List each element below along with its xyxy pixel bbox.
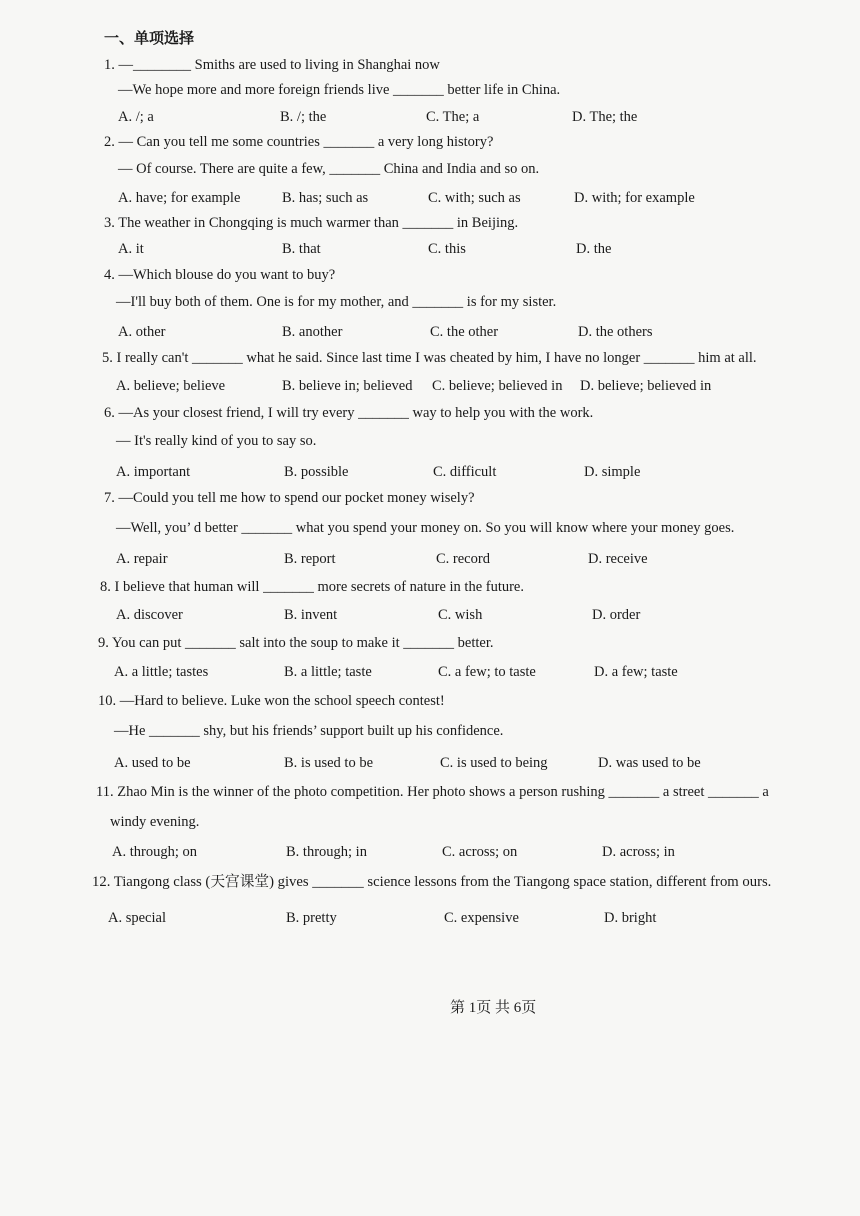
question-5-option-d: D. believe; believed in bbox=[580, 378, 712, 394]
question-9-option-c: C. a few; to taste bbox=[438, 664, 536, 680]
question-4-stem-line2: —I'll buy both of them. One is for my mother, and _______ is for my sister. bbox=[116, 294, 557, 310]
question-4-stem: 4. —Which blouse do you want to buy? bbox=[104, 267, 336, 283]
question-5-stem: 5. I really can't _______ what he said. Since last time I was cheated by him, I have no longer _______ him at all. bbox=[102, 350, 757, 366]
question-11-option-d: D. across; in bbox=[602, 844, 675, 860]
question-12-option-d: D. bright bbox=[604, 910, 657, 926]
question-3-option-a: A. it bbox=[118, 241, 144, 257]
question-8-stem: 8. I believe that human will _______ more secrets of nature in the future. bbox=[100, 579, 524, 595]
question-7-option-b: B. report bbox=[284, 551, 336, 567]
question-10-option-a: A. used to be bbox=[114, 755, 191, 771]
question-5-option-c: C. believe; believed in bbox=[432, 378, 563, 394]
question-11-stem: 11. Zhao Min is the winner of the photo competition. Her photo shows a person rushing _______ a street _______ a bbox=[96, 784, 769, 800]
question-1-stem-line2: —We hope more and more foreign friends live _______ better life in China. bbox=[118, 82, 561, 98]
question-10-option-c: C. is used to being bbox=[440, 755, 548, 771]
question-5-option-a: A. believe; believe bbox=[116, 378, 226, 394]
question-8-option-d: D. order bbox=[592, 607, 641, 623]
question-10-stem: 10. —Hard to believe. Luke won the school speech contest! bbox=[98, 693, 445, 709]
question-3-option-d: D. the bbox=[576, 241, 612, 257]
question-4-option-a: A. other bbox=[118, 324, 166, 340]
question-1-option-d: D. The; the bbox=[572, 109, 638, 125]
question-10-stem-line2: —He _______ shy, but his friends’ support built up his confidence. bbox=[114, 723, 504, 739]
question-11-stem-line2: windy evening. bbox=[110, 814, 200, 830]
question-11-option-c: C. across; on bbox=[442, 844, 518, 860]
question-2-option-b: B. has; such as bbox=[282, 190, 369, 206]
question-9-option-a: A. a little; tastes bbox=[114, 664, 209, 680]
section-title: 一、单项选择 bbox=[104, 31, 195, 47]
question-6-option-d: D. simple bbox=[584, 464, 641, 480]
question-4-option-b: B. another bbox=[282, 324, 343, 340]
question-1-option-b: B. /; the bbox=[280, 109, 327, 125]
question-6-stem-line2: — It's really kind of you to say so. bbox=[116, 433, 317, 449]
question-6-option-c: C. difficult bbox=[433, 464, 497, 480]
question-2-option-c: C. with; such as bbox=[428, 190, 521, 206]
question-12-option-c: C. expensive bbox=[444, 910, 519, 926]
question-11-option-a: A. through; on bbox=[112, 844, 197, 860]
question-12-option-a: A. special bbox=[108, 910, 166, 926]
question-9-option-b: B. a little; taste bbox=[284, 664, 372, 680]
question-4-option-c: C. the other bbox=[430, 324, 499, 340]
question-7-option-d: D. receive bbox=[588, 551, 648, 567]
question-3-option-b: B. that bbox=[282, 241, 321, 257]
question-1-option-c: C. The; a bbox=[426, 109, 480, 125]
question-8-option-c: C. wish bbox=[438, 607, 483, 623]
question-7-option-a: A. repair bbox=[116, 551, 168, 567]
question-6-option-a: A. important bbox=[116, 464, 191, 480]
question-9-stem: 9. You can put _______ salt into the soup to make it _______ better. bbox=[98, 635, 494, 651]
question-2-stem: 2. — Can you tell me some countries _______ a very long history? bbox=[104, 134, 494, 150]
question-7-stem-line2: —Well, you’ d better _______ what you spend your money on. So you will know where your money goes. bbox=[116, 520, 735, 536]
question-8-option-a: A. discover bbox=[116, 607, 183, 623]
question-3-stem: 3. The weather in Chongqing is much warmer than _______ in Beijing. bbox=[104, 215, 519, 231]
question-2-option-a: A. have; for example bbox=[118, 190, 241, 206]
question-6-stem: 6. —As your closest friend, I will try every _______ way to help you with the work. bbox=[104, 405, 594, 421]
question-2-stem-line2: — Of course. There are quite a few, _______ China and India and so on. bbox=[118, 161, 540, 177]
question-3-option-c: C. this bbox=[428, 241, 466, 257]
question-7-stem: 7. —Could you tell me how to spend our pocket money wisely? bbox=[104, 490, 475, 506]
question-4-option-d: D. the others bbox=[578, 324, 653, 340]
question-11-option-b: B. through; in bbox=[286, 844, 367, 860]
question-9-option-d: D. a few; taste bbox=[594, 664, 678, 680]
question-1-option-a: A. /; a bbox=[118, 109, 154, 125]
question-10-option-d: D. was used to be bbox=[598, 755, 701, 771]
question-12-option-b: B. pretty bbox=[286, 910, 337, 926]
question-1-stem: 1. —________ Smiths are used to living in Shanghai now bbox=[104, 57, 440, 73]
question-12-stem: 12. Tiangong class (天宫课堂) gives _______ science lessons from the Tiangong space station, different from ours. bbox=[92, 874, 772, 890]
question-7-option-c: C. record bbox=[436, 551, 490, 567]
question-2-option-d: D. with; for example bbox=[574, 190, 695, 206]
question-10-option-b: B. is used to be bbox=[284, 755, 374, 771]
page-number: 第 1页 共 6页 bbox=[450, 1000, 537, 1016]
question-6-option-b: B. possible bbox=[284, 464, 349, 480]
question-5-option-b: B. believe in; believed bbox=[282, 378, 413, 394]
question-8-option-b: B. invent bbox=[284, 607, 338, 623]
